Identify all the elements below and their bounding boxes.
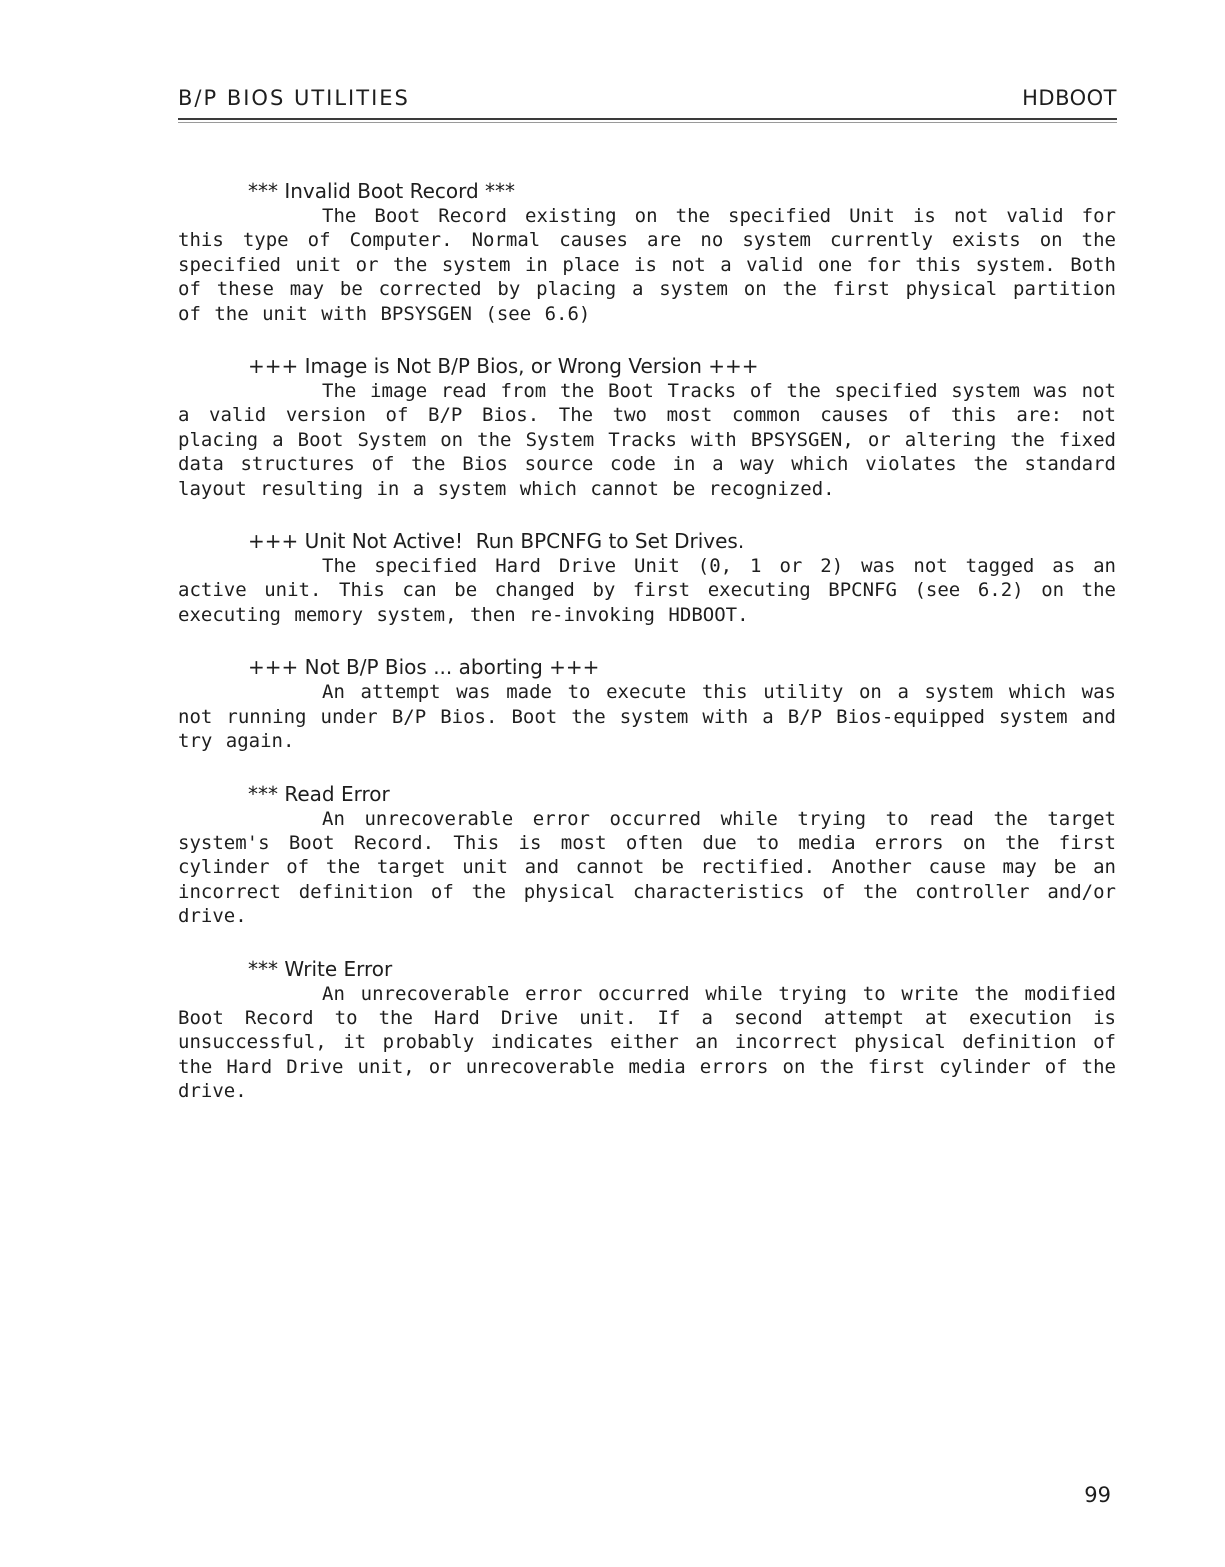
- header-rule: [178, 118, 1117, 120]
- header-rule-secondary: [178, 122, 1117, 123]
- section-write-error: [178, 956, 1116, 1104]
- page-number: 99: [1084, 1483, 1111, 1507]
- section-text: The specified Hard Drive Unit (0, 1 or 2) was not tagged as an active unit. This can be changed by first executing BPCNFG (see 6.2) on the executing memory system, then re-invoking HDBOOT.: [178, 555, 1116, 626]
- section-heading: +++ Not B/P Bios ... aborting +++: [248, 655, 600, 680]
- page-header: [178, 86, 1117, 116]
- section-heading: *** Read Error: [248, 781, 390, 806]
- section-text: The Boot Record existing on the specified Unit is not valid for this type of Computer. Normal causes are no system currently exists on the specified unit or the system in place is not a valid one for this system. Both of these may be corrected by placing a system on the first physical partition of the unit with BPSYSGEN (see 6.6): [178, 205, 1116, 325]
- document-body: [178, 178, 1116, 1131]
- section-text: An unrecoverable error occurred while trying to write the modified Boot Record to the Hard Drive unit. If a second attempt at execution is unsuccessful, it probably indicates either an incorrect physical definition of the Hard Drive unit, or unrecoverable media errors on the first cylinder of the drive.: [178, 982, 1116, 1103]
- section-heading: +++ Unit Not Active! Run BPCNFG to Set Drives.: [248, 529, 745, 554]
- header-title: B/P BIOS UTILITIES: [178, 86, 410, 110]
- section-invalid-boot-record: [178, 178, 1116, 326]
- section-text: The image read from the Boot Tracks of the specified system was not a valid version of B/P Bios. The two most common causes of this are: not placing a Boot System on the System Tracks with BPSYSGEN, or altering the fixed data structures of the Bios source code in a way which violates the standard layout resulting in a system which cannot be recognized.: [178, 380, 1116, 500]
- section-heading: +++ Image is Not B/P Bios, or Wrong Version +++: [248, 354, 759, 379]
- section-not-bp-bios: [178, 654, 1116, 753]
- header-section: HDBOOT: [1022, 86, 1117, 110]
- section-unit-not-active: [178, 528, 1116, 627]
- section-wrong-version: [178, 353, 1116, 501]
- section-heading: *** Write Error: [248, 956, 393, 981]
- section-heading: *** Invalid Boot Record ***: [248, 179, 516, 203]
- section-text: An unrecoverable error occurred while trying to read the target system's Boot Record. This is most often due to media errors on the first cylinder of the target unit and cannot be rectified. Another cause may be an incorrect definition of the physical characteristics of the controller and/or drive.: [178, 807, 1116, 928]
- section-read-error: [178, 781, 1116, 929]
- section-text: An attempt was made to execute this utility on a system which was not running under B/P Bios. Boot the system with a B/P Bios-equipped system and try again.: [178, 681, 1116, 753]
